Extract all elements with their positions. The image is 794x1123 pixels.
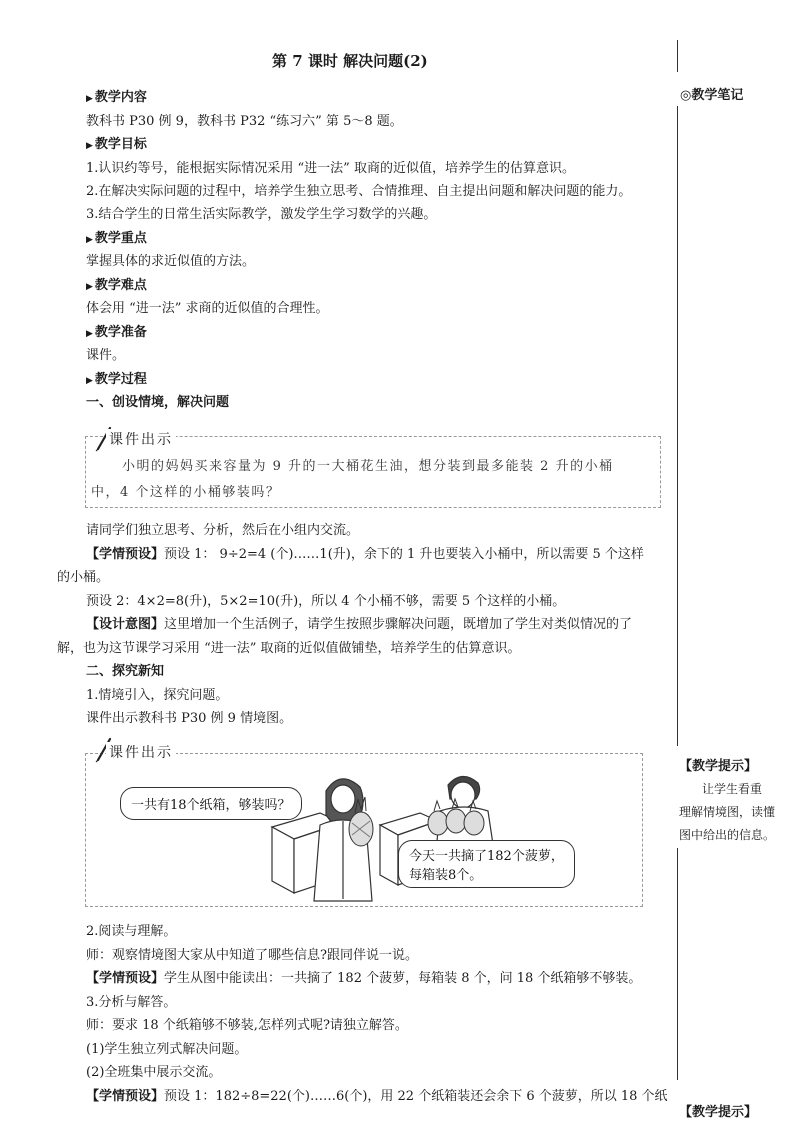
side-tip-heading-bottom: 【教学提示】 — [679, 1105, 758, 1120]
margin-rule-mid — [677, 848, 678, 1080]
body-paragraph: 【学情预设】预设 1：182÷8=22(个)……6(个)，用 22 个纸箱装还会余下 6 个菠萝，所以 18 个纸 — [86, 1089, 668, 1104]
triangle-icon: ▶ — [86, 141, 93, 151]
difficult-heading: ▶ 教学难点 — [86, 278, 147, 293]
body-paragraph: 课件出示教科书 P30 例 9 情境图。 — [86, 711, 293, 726]
process-heading: ▶ 教学过程 — [86, 372, 147, 387]
side-tip-heading: 【教学提示】 — [679, 759, 758, 774]
courseware-1-line-1: 小明的妈妈买来容量为 9 升的一大桶花生油，想分装到最多能装 2 升的小桶 — [122, 459, 614, 474]
triangle-icon: ▶ — [86, 282, 93, 292]
body-paragraph: 请同学们独立思考、分析，然后在小组内交流。 — [86, 523, 360, 538]
side-tip-line-3: 图中给出的信息。 — [679, 828, 776, 842]
body-paragraph: 1.情境引入，探究问题。 — [86, 688, 229, 703]
body-paragraph: (1)学生独立列式解决问题。 — [86, 1042, 248, 1057]
margin-rule-main — [677, 106, 678, 746]
triangle-icon: ▶ — [86, 376, 93, 386]
goal-1: 1.认识约等号，能根据实际情况采用 “进一法” 取商的近似值，培养学生的估算意识。 — [86, 161, 575, 176]
body-paragraph: 【设计意图】这里增加一个生活例子，请学生按照步骤解决问题，既增加了学生对类似情况的了 — [86, 617, 633, 632]
body-paragraph-cont: 解，也为这节课学习采用 “进一法” 取商的近似值做铺垫，培养学生的估算意识。 — [57, 641, 521, 656]
speech-bubble-boy — [398, 840, 575, 888]
page-title: 第 7 课时 解决问题(2) — [272, 52, 428, 70]
body-paragraph: (2)全班集中展示交流。 — [86, 1065, 222, 1080]
side-tip-line-2: 理解情境图，读懂 — [679, 805, 776, 819]
body-paragraph: 【学情预设】预设 1： 9÷2=4 (个)……1(升)，余下的 1 升也要装入小桶中，所以需要 5 个这样 — [86, 547, 644, 562]
side-note-label: ◎教学笔记 — [680, 88, 744, 103]
body-paragraph: 3.分析与解答。 — [86, 995, 177, 1010]
body-paragraph: 预设 2：4×2=8(升)，5×2=10(升)，所以 4 个小桶不够，需要 5 个这样的小桶。 — [86, 594, 566, 609]
content-text: 教科书 P30 例 9，教科书 P32 “练习六” 第 5～8 题。 — [86, 114, 403, 129]
courseware-1-label: 课件出示 — [106, 429, 176, 449]
body-paragraph: 师：要求 18 个纸箱够不够装,怎样列式呢?请独立解答。 — [86, 1018, 408, 1033]
speech-boy-line-2: 每箱装8个。 — [409, 868, 483, 883]
side-tip-line-1: 让学生看重 — [702, 782, 763, 796]
courseware-2-label: 课件出示 — [106, 742, 176, 762]
prep-text: 课件。 — [86, 348, 126, 363]
goal-3: 3.结合学生的日常生活实际教学，激发学生学习数学的兴趣。 — [86, 207, 437, 222]
courseware-1-line-2: 中，4 个这样的小桶够装吗？ — [91, 485, 281, 500]
key-text: 掌握具体的求近似值的方法。 — [86, 254, 256, 269]
part2-heading: 二、探究新知 — [86, 664, 165, 679]
key-heading: ▶ 教学重点 — [86, 231, 147, 246]
body-paragraph: 师：观察情境图大家从中知道了哪些信息?跟同伴说一说。 — [86, 948, 418, 963]
speech-bubble-girl: 一共有18个纸箱，够装吗？ — [120, 787, 302, 820]
body-paragraph: 【学情预设】学生从图中能读出：一共摘了 182 个菠萝，每箱装 8 个，问 18 个纸箱够不够装。 — [86, 971, 642, 986]
body-paragraph: 2.阅读与理解。 — [86, 924, 177, 939]
speech-boy-line-1: 今天一共摘了182个菠萝， — [409, 849, 564, 864]
triangle-icon: ▶ — [86, 94, 93, 104]
part1-heading: 一、创设情境，解决问题 — [86, 395, 230, 410]
body-paragraph-cont: 的小桶。 — [57, 570, 110, 585]
prep-heading: ▶ 教学准备 — [86, 325, 147, 340]
content-heading: ▶ 教学内容 — [86, 90, 147, 105]
difficult-text: 体会用 “进一法” 求商的近似值的合理性。 — [86, 301, 329, 316]
goals-heading: ▶ 教学目标 — [86, 137, 147, 152]
margin-rule-top — [677, 40, 678, 72]
triangle-icon: ▶ — [86, 235, 93, 245]
goal-2: 2.在解决实际问题的过程中，培养学生独立思考、合情推理、自主提出问题和解决问题的能力。 — [86, 184, 632, 199]
triangle-icon: ▶ — [86, 329, 93, 339]
